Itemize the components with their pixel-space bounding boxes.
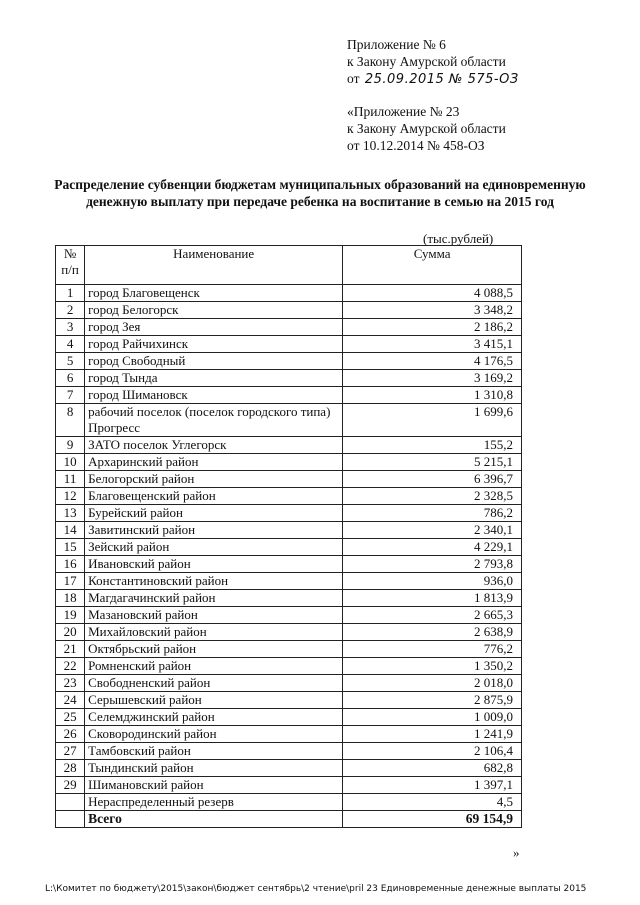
row-number: 3 [56,319,85,336]
row-name: Тындинский район [85,760,343,777]
row-number: 21 [56,641,85,658]
row-sum: 3 415,1 [343,336,522,353]
row-sum: 2 186,2 [343,319,522,336]
row-name: город Шимановск [85,387,343,404]
units-label: (тыс.рублей) [423,231,494,246]
table-row [56,641,522,658]
table-row [56,692,522,709]
row-number: 16 [56,556,85,573]
appendix-header [347,36,519,88]
row-number: 22 [56,658,85,675]
total-number-cell [56,811,85,828]
row-number [56,794,85,811]
table-row [56,794,522,811]
row-number: 5 [56,353,85,370]
table-row [56,488,522,505]
row-sum: 3 348,2 [343,302,522,319]
row-number: 17 [56,573,85,590]
table-row [56,302,522,319]
column-header-name: Наименование [85,246,343,285]
table-row [56,726,522,743]
row-name: Ромненский район [85,658,343,675]
row-number: 20 [56,624,85,641]
table-row [56,319,522,336]
table-row [56,454,522,471]
row-name: Михайловский район [85,624,343,641]
row-name: Ивановский район [85,556,343,573]
appendix-date-prefix: от [347,71,360,86]
appendix-date-line [347,70,519,88]
appendix-number: Приложение № 6 [347,37,446,52]
row-sum: 4 229,1 [343,539,522,556]
row-sum: 4 176,5 [343,353,522,370]
handwritten-date-number: 25.09.2015 № 575-ОЗ [364,72,519,87]
row-sum: 1 241,9 [343,726,522,743]
table-row [56,404,522,437]
table-row [56,658,522,675]
original-appendix-number: «Приложение № 23 [347,104,460,119]
row-number: 15 [56,539,85,556]
original-appendix-header [347,103,506,154]
row-sum: 2 665,3 [343,607,522,624]
row-sum: 4,5 [343,794,522,811]
row-name: город Свободный [85,353,343,370]
row-number: 18 [56,590,85,607]
table-row [56,336,522,353]
table-row [56,760,522,777]
row-number: 26 [56,726,85,743]
closing-quote: » [513,845,520,860]
row-sum: 776,2 [343,641,522,658]
file-path-footer: L:\Комитет по бюджету\2015\закон\бюджет сентябрь\2 чтение\pril 23 Единовременные денежные выплаты 2015 [45,884,587,894]
table-row [56,370,522,387]
row-name: Константиновский район [85,573,343,590]
document-title: Распределение субвенции бюджетам муниципальных образований на единовременную денежную выплату при передаче ребенка на воспитание в семью на 2015 год [54,177,586,209]
total-sum: 69 154,9 [343,811,522,828]
table-row [56,285,522,302]
row-sum: 2 875,9 [343,692,522,709]
row-sum: 2 018,0 [343,675,522,692]
original-appendix-law: к Закону Амурской области [347,121,506,136]
row-number: 10 [56,454,85,471]
row-number: 14 [56,522,85,539]
row-name: Зейский район [85,539,343,556]
table-row [56,471,522,488]
row-name: Свободненский район [85,675,343,692]
row-name: город Белогорск [85,302,343,319]
row-number: 25 [56,709,85,726]
row-number: 19 [56,607,85,624]
row-sum: 936,0 [343,573,522,590]
row-name: Тамбовский район [85,743,343,760]
row-sum: 1 350,2 [343,658,522,675]
distribution-table [55,245,522,828]
table-row [56,675,522,692]
table-row [56,505,522,522]
row-sum: 155,2 [343,437,522,454]
row-number: 11 [56,471,85,488]
table-row [56,437,522,454]
table-row [56,387,522,404]
row-sum: 6 396,7 [343,471,522,488]
row-name: Серышевский район [85,692,343,709]
row-number: 8 [56,404,85,437]
table-row [56,539,522,556]
row-sum: 2 793,8 [343,556,522,573]
row-name: город Зея [85,319,343,336]
table-row [56,590,522,607]
row-number: 6 [56,370,85,387]
column-header-number: № п/п [56,246,85,285]
row-number: 13 [56,505,85,522]
row-sum: 2 638,9 [343,624,522,641]
table-row [56,607,522,624]
row-sum: 2 328,5 [343,488,522,505]
table-row [56,624,522,641]
row-name: Белогорский район [85,471,343,488]
row-sum: 1 699,6 [343,404,522,437]
row-sum: 1 009,0 [343,709,522,726]
table-header-row [56,246,522,285]
table-row [56,556,522,573]
row-number: 9 [56,437,85,454]
row-number: 1 [56,285,85,302]
row-number: 23 [56,675,85,692]
row-sum: 786,2 [343,505,522,522]
row-name: Селемджинский район [85,709,343,726]
row-number: 24 [56,692,85,709]
row-name: Октябрьский район [85,641,343,658]
table-row [56,353,522,370]
row-sum: 5 215,1 [343,454,522,471]
row-name: Архаринский район [85,454,343,471]
row-name: Нераспределенный резерв [85,794,343,811]
row-sum: 1 310,8 [343,387,522,404]
row-name: город Райчихинск [85,336,343,353]
row-sum: 682,8 [343,760,522,777]
row-name: Сковородинский район [85,726,343,743]
row-sum: 1 813,9 [343,590,522,607]
row-number: 28 [56,760,85,777]
row-sum: 2 106,4 [343,743,522,760]
row-sum: 3 169,2 [343,370,522,387]
row-name: Завитинский район [85,522,343,539]
row-name: Мазановский район [85,607,343,624]
row-number: 29 [56,777,85,794]
row-number: 27 [56,743,85,760]
table-row [56,522,522,539]
table-row [56,709,522,726]
row-name: Магдагачинский район [85,590,343,607]
row-sum: 2 340,1 [343,522,522,539]
row-name: рабочий поселок (поселок городского типа) Прогресс [85,404,343,437]
table-row [56,743,522,760]
total-label: Всего [85,811,343,828]
row-name: город Тында [85,370,343,387]
table-total-row [56,811,522,828]
table-row [56,777,522,794]
original-appendix-date: от 10.12.2014 № 458-ОЗ [347,138,485,153]
column-header-sum: Сумма [343,246,522,285]
row-name: ЗАТО поселок Углегорск [85,437,343,454]
row-name: Благовещенский район [85,488,343,505]
row-name: город Благовещенск [85,285,343,302]
row-number: 12 [56,488,85,505]
row-number: 4 [56,336,85,353]
table-row [56,573,522,590]
row-number: 7 [56,387,85,404]
appendix-law: к Закону Амурской области [347,54,506,69]
row-name: Бурейский район [85,505,343,522]
row-sum: 1 397,1 [343,777,522,794]
row-sum: 4 088,5 [343,285,522,302]
row-number: 2 [56,302,85,319]
row-name: Шимановский район [85,777,343,794]
